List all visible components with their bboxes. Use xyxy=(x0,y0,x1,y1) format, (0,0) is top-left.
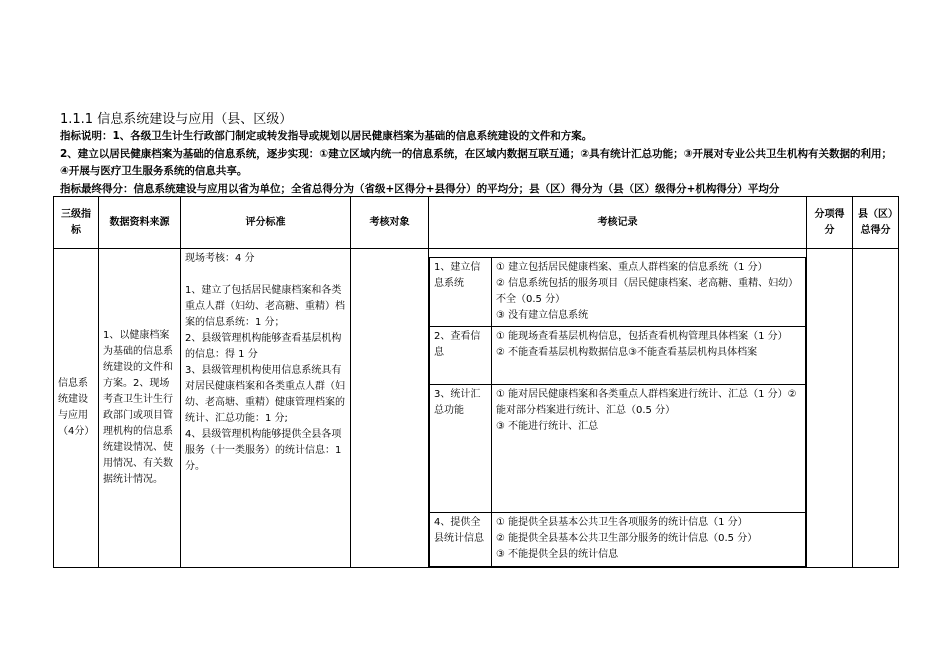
indicator-note-1: 指标说明：1、各级卫生计生行政部门制定或转发指导或规划以居民健康档案为基础的信息系统建设的文件和方案。 xyxy=(60,130,593,142)
record-line: ① 能提供全县基本公共卫生各项服务的统计信息（1 分） xyxy=(496,517,748,528)
criteria-cell xyxy=(181,249,351,568)
indicator-note-2: 2、建立以居民健康档案为基础的信息系统，逐步实现：①建立区域内统一的信息系统，在区域内数据互联互通；②具有统计汇总功能；③开展对专业公共卫生机构有关数据的利用；④开展与医疗卫生服务系统的信息共享。 xyxy=(60,148,892,177)
record-row xyxy=(430,513,806,567)
record-line: ② 不能查看基层机构数据信息③不能查看基层机构具体档案 xyxy=(496,347,758,358)
source-cell: 1、以健康档案为基础的信息系统建设的文件和方案。2、现场考查卫生计生行政部门或项目管理机构的信息系统建设情况、使用情况、有关数据统计情况。 xyxy=(99,249,181,568)
criteria-item: 2、县级管理机构能够查看基层机构的信息：得 1 分 xyxy=(185,333,342,360)
record-subtable xyxy=(429,257,806,567)
record-label: 3、统计汇总功能 xyxy=(430,385,492,513)
criteria-item: 4、县级管理机构能够提供全县各项服务（十一类服务）的统计信息：1 分。 xyxy=(185,429,342,472)
record-label: 1、建立信息系统 xyxy=(430,258,492,327)
header-record: 考核记录 xyxy=(429,197,807,249)
header-item-score: 分项得分 xyxy=(807,197,853,249)
header-target: 考核对象 xyxy=(351,197,429,249)
record-row xyxy=(430,327,806,385)
target-cell xyxy=(351,249,429,568)
record-line: ① 建立包括居民健康档案、重点人群档案的信息系统（1 分） xyxy=(496,262,768,273)
record-line: ① 能现场查看基层机构信息，包括查看机构管理具体档案（1 分） xyxy=(496,331,788,342)
criteria-item: 1、建立了包括居民健康档案和各类重点人群（妇幼、老高糖、重精）档案的信息系统：1 分； xyxy=(185,285,345,328)
criteria-intro: 现场考核：4 分 xyxy=(185,253,255,264)
header-source: 数据资料来源 xyxy=(99,197,181,249)
criteria-spacer xyxy=(185,267,346,283)
record-detail xyxy=(492,513,806,567)
record-line: ① 能对居民健康档案和各类重点人群档案进行统计、汇总（1 分）②能对部分档案进行统计、汇总（0.5 分） xyxy=(496,389,797,416)
record-line: ③ 没有建立信息系统 xyxy=(496,310,589,321)
final-score-note: 指标最终得分：信息系统建设与应用以省为单位；全省总得分为（省级+区得分+县得分）的平均分；县（区）得分为（县（区）级得分+机构得分）平均分 xyxy=(60,183,780,195)
table-row xyxy=(54,249,899,568)
record-cell xyxy=(429,249,807,568)
record-line: ② 能提供全县基本公共卫生部分服务的统计信息（0.5 分） xyxy=(496,533,758,544)
record-label: 4、提供全县统计信息 xyxy=(430,513,492,567)
header-county-score: 县（区）总得分 xyxy=(853,197,899,249)
county-score-cell xyxy=(853,249,899,568)
record-line: ③ 不能提供全县的统计信息 xyxy=(496,549,619,560)
record-detail xyxy=(492,327,806,385)
record-line: ③ 不能进行统计、汇总 xyxy=(496,421,599,432)
record-detail xyxy=(492,258,806,327)
header-indicator: 三级指标 xyxy=(54,197,99,249)
header-row xyxy=(54,197,899,249)
header-criteria: 评分标准 xyxy=(181,197,351,249)
record-line: ② 信息系统包括的服务项目（居民健康档案、老高糖、重精、妇幼）不全（0.5 分） xyxy=(496,278,799,305)
indicator-cell: 信息系统建设与应用（4分） xyxy=(54,249,99,568)
record-label: 2、查看信息 xyxy=(430,327,492,385)
record-detail xyxy=(492,385,806,513)
section-heading: 1.1.1 信息系统建设与应用（县、区级） xyxy=(60,112,293,127)
record-row xyxy=(430,385,806,513)
assessment-table xyxy=(53,196,899,568)
record-row xyxy=(430,258,806,327)
item-score-cell xyxy=(807,249,853,568)
criteria-item: 3、县级管理机构使用信息系统具有对居民健康档案和各类重点人群（妇幼、老高塘、重精）健康管理档案的统计、汇总功能：1 分; xyxy=(185,365,345,424)
